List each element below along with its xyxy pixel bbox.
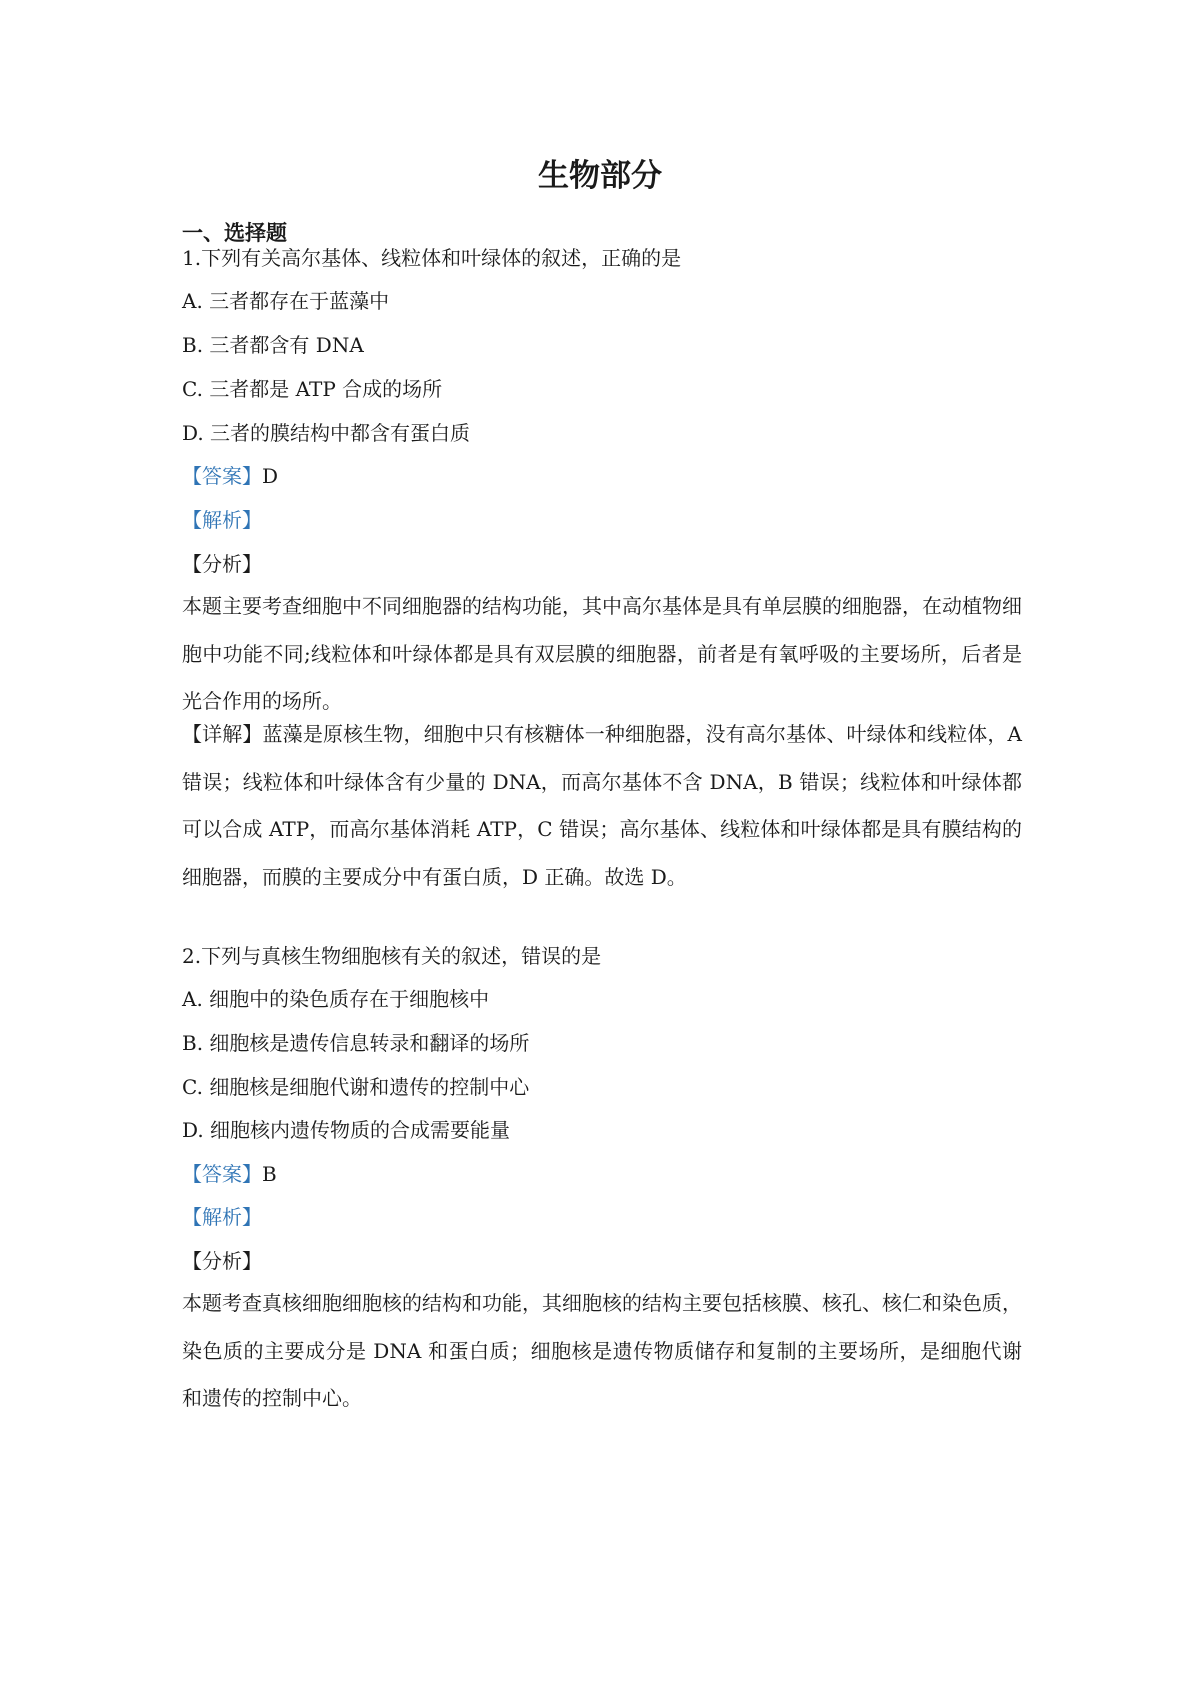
q1-option-d <box>182 418 470 448</box>
q2-option-b-prefix: B. <box>182 1031 210 1055</box>
q2-option-d-text: 细胞核内遗传物质的合成需要能量 <box>210 1118 511 1142</box>
q1-stem: 1.下列有关高尔基体、线粒体和叶绿体的叙述，正确的是 <box>182 246 682 270</box>
q1-xiangjie-label: 【详解】 <box>182 722 263 746</box>
q1-fenxi-text: 本题主要考查细胞中不同细胞器的结构功能，其中高尔基体是具有单层膜的细胞器，在动植物细胞中功能不同;线粒体和叶绿体都是具有双层膜的细胞器，前者是有氧呼吸的主要场所，后者是光合作用的场所。 <box>182 594 1022 713</box>
q1-option-a-prefix: A. <box>182 289 210 313</box>
q2-fenxi-label: 【分析】 <box>182 1249 262 1273</box>
page-title: 生物部分 <box>538 158 662 194</box>
q1-option-d-text: 三者的膜结构中都含有蛋白质 <box>210 421 471 445</box>
q1-jiexi-label: 【解析】 <box>182 508 262 532</box>
q2-answer <box>182 1159 277 1189</box>
q1-option-c-prefix: C. <box>182 377 210 401</box>
q2-option-d <box>182 1115 510 1145</box>
q1-option-d-prefix: D. <box>182 421 211 445</box>
q1-option-a-text: 三者都存在于蓝藻中 <box>209 289 390 313</box>
q2-fenxi-text: 本题考查真核细胞细胞核的结构和功能，其细胞核的结构主要包括核膜、核孔、核仁和染色质，染色质的主要成分是 DNA 和蛋白质；细胞核是遗传物质储存和复制的主要场所，是细胞代谢和遗传的控制中心。 <box>182 1291 1022 1410</box>
q1-answer-value: D <box>262 464 279 488</box>
q1-option-a <box>182 286 389 316</box>
q2-option-b <box>182 1028 529 1058</box>
q2-option-a <box>182 984 489 1014</box>
q2-option-c <box>182 1072 529 1102</box>
q1-xiangjie-text: 蓝藻是原核生物，细胞中只有核糖体一种细胞器，没有高尔基体、叶绿体和线粒体，A 错误；线粒体和叶绿体含有少量的 DNA，而高尔基体不含 DNA，B 错误；线粒体和叶绿体都可以合成 ATP，而高尔基体消耗 ATP，C 错误；高尔基体、线粒体和叶绿体都是具有膜结构的细胞器，而膜的主要成分中有蛋白质，D 正确。故选 D。 <box>182 722 1022 889</box>
section-heading: 一、选择题 <box>182 220 287 245</box>
q1-answer <box>182 461 278 491</box>
q2-option-a-text: 细胞中的染色质存在于细胞核中 <box>209 987 490 1011</box>
q2-option-c-prefix: C. <box>182 1075 210 1099</box>
q1-answer-label: 【答案】 <box>182 464 262 488</box>
q2-option-b-text: 细胞核是遗传信息转录和翻译的场所 <box>209 1031 530 1055</box>
q2-jiexi-label: 【解析】 <box>182 1205 262 1229</box>
q1-option-b-prefix: B. <box>182 333 210 357</box>
q2-answer-label: 【答案】 <box>182 1162 262 1186</box>
q2-option-c-text: 细胞核是细胞代谢和遗传的控制中心 <box>209 1075 530 1099</box>
q1-option-b-text: 三者都含有 DNA <box>209 333 364 357</box>
q1-option-b <box>182 330 364 360</box>
q2-stem: 2.下列与真核生物细胞核有关的叙述，错误的是 <box>182 944 602 968</box>
q1-option-c-text: 三者都是 ATP 合成的场所 <box>209 377 443 401</box>
q1-option-c <box>182 374 442 404</box>
q2-option-a-prefix: A. <box>182 987 210 1011</box>
q1-fenxi-label: 【分析】 <box>182 552 262 576</box>
q2-option-d-prefix: D. <box>182 1118 211 1142</box>
q1-xiangjie <box>182 711 1022 901</box>
q2-answer-value: B <box>262 1162 277 1186</box>
